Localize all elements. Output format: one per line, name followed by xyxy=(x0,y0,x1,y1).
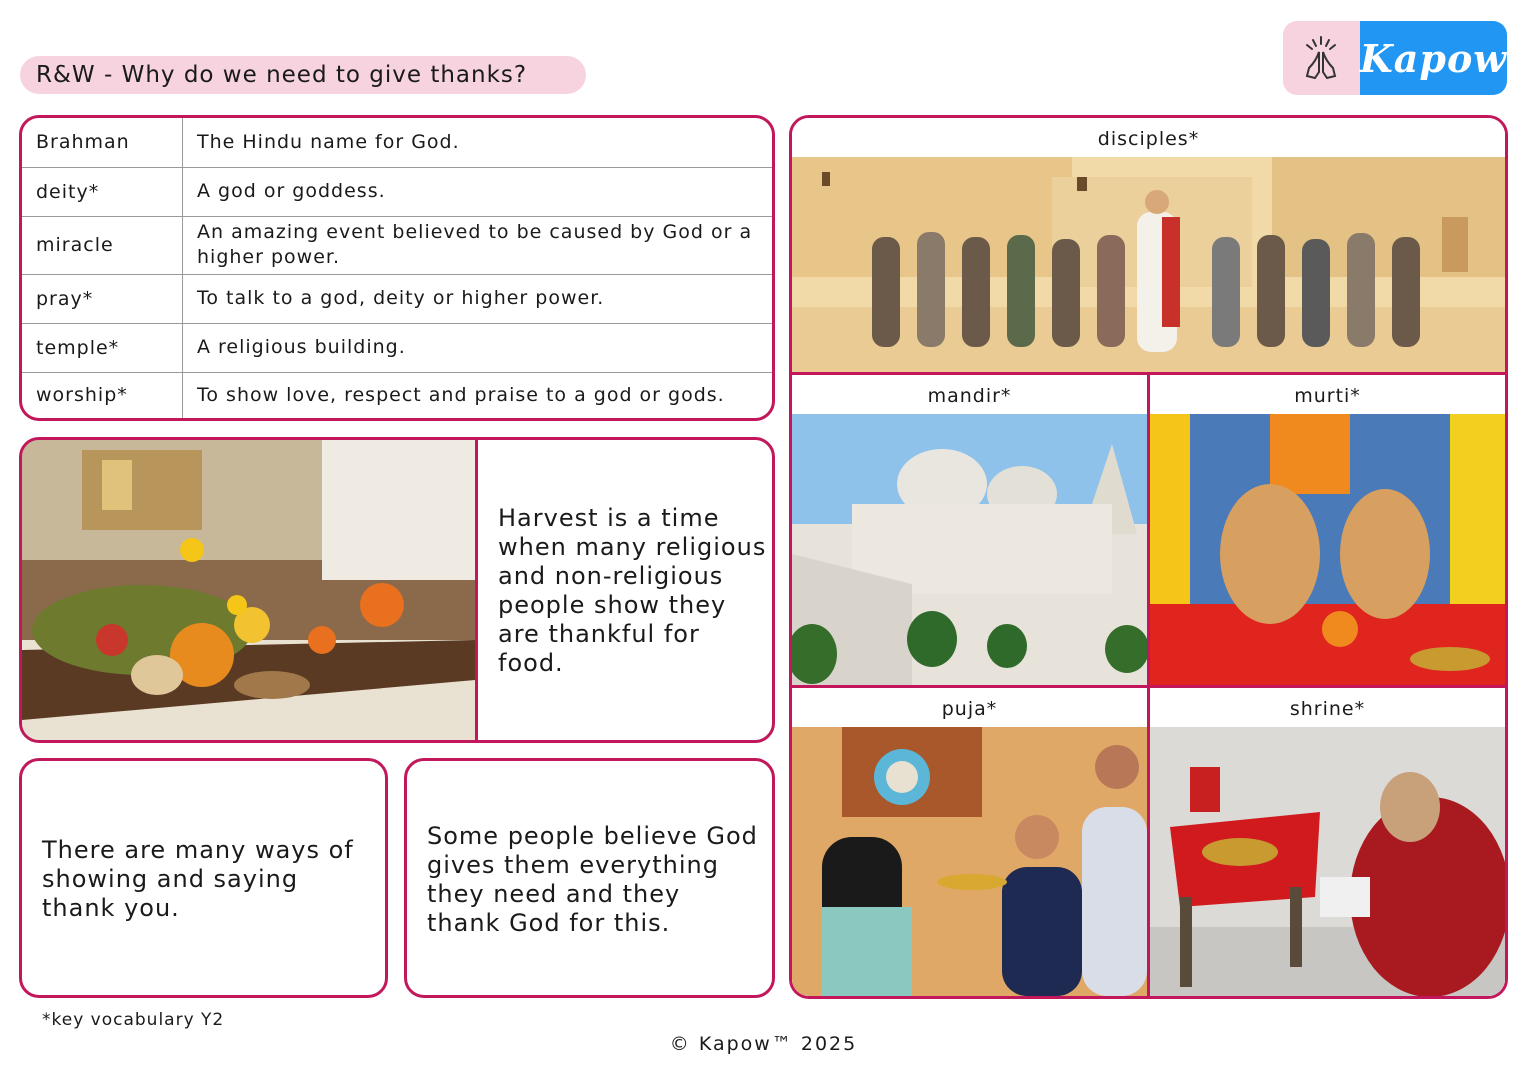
vocab-definition: To show love, respect and praise to a god or gods. xyxy=(197,383,725,406)
table-row xyxy=(22,216,772,274)
table-row xyxy=(22,167,772,216)
vocab-definition: An amazing event believed to be caused by God or a higher power. xyxy=(183,216,773,274)
brand-logo xyxy=(1283,21,1507,95)
page-title: R&W - Why do we need to give thanks? xyxy=(20,56,586,94)
table-row xyxy=(22,118,772,167)
note-text: Some people believe God gives them everything they need and they thank God for this. xyxy=(427,822,758,937)
vocab-definition: The Hindu name for God. xyxy=(183,118,773,167)
photo-mandir xyxy=(792,375,1147,685)
table-row xyxy=(22,323,772,372)
photo-shrine xyxy=(1150,688,1505,996)
copyright: © Kapow™ 2025 xyxy=(669,1033,858,1055)
note-card-thank-god xyxy=(404,758,775,998)
table-row xyxy=(22,372,772,418)
vocab-definition: To talk to a god, deity or higher power. xyxy=(183,274,773,323)
vocab-term: Brahman xyxy=(22,118,183,167)
vocab-term: pray* xyxy=(22,274,183,323)
vocab-definition: A religious building. xyxy=(183,323,773,372)
photo-label: mandir* xyxy=(792,375,1147,414)
harvest-card xyxy=(19,437,775,743)
photo-label: puja* xyxy=(792,688,1147,727)
vocab-term: deity* xyxy=(22,167,183,216)
vocab-term: miracle xyxy=(22,216,183,274)
praying-hands-icon xyxy=(1283,21,1360,95)
vocab-term: worship* xyxy=(22,372,183,418)
photo-label: disciples* xyxy=(792,118,1505,157)
footnote: *key vocabulary Y2 xyxy=(42,1010,225,1030)
photo-label: shrine* xyxy=(1150,688,1505,727)
note-card-thank-you xyxy=(19,758,388,998)
puja-photo xyxy=(792,727,1147,996)
vocab-term: temple* xyxy=(22,323,183,372)
murti-photo xyxy=(1150,414,1505,685)
photo-label: murti* xyxy=(1150,375,1505,414)
harvest-altar-photo xyxy=(22,440,478,740)
vocabulary-card xyxy=(19,115,775,421)
disciples-illustration xyxy=(792,157,1505,372)
photo-murti xyxy=(1150,375,1505,685)
note-text: There are many ways of showing and saying thank you. xyxy=(42,836,354,922)
photo-puja xyxy=(792,688,1147,996)
grid-divider xyxy=(1147,372,1150,999)
mandir-photo xyxy=(792,414,1147,685)
table-row xyxy=(22,274,772,323)
shrine-photo xyxy=(1150,727,1505,996)
vocab-definition: A god or goddess. xyxy=(183,167,773,216)
vocabulary-table xyxy=(22,118,772,418)
photo-disciples xyxy=(792,118,1505,372)
harvest-text: Harvest is a time when many religious and non-religious people show they are thankful for food. xyxy=(498,504,767,677)
brand-wordmark: Kapow xyxy=(1360,21,1507,95)
photo-grid-card xyxy=(789,115,1508,999)
